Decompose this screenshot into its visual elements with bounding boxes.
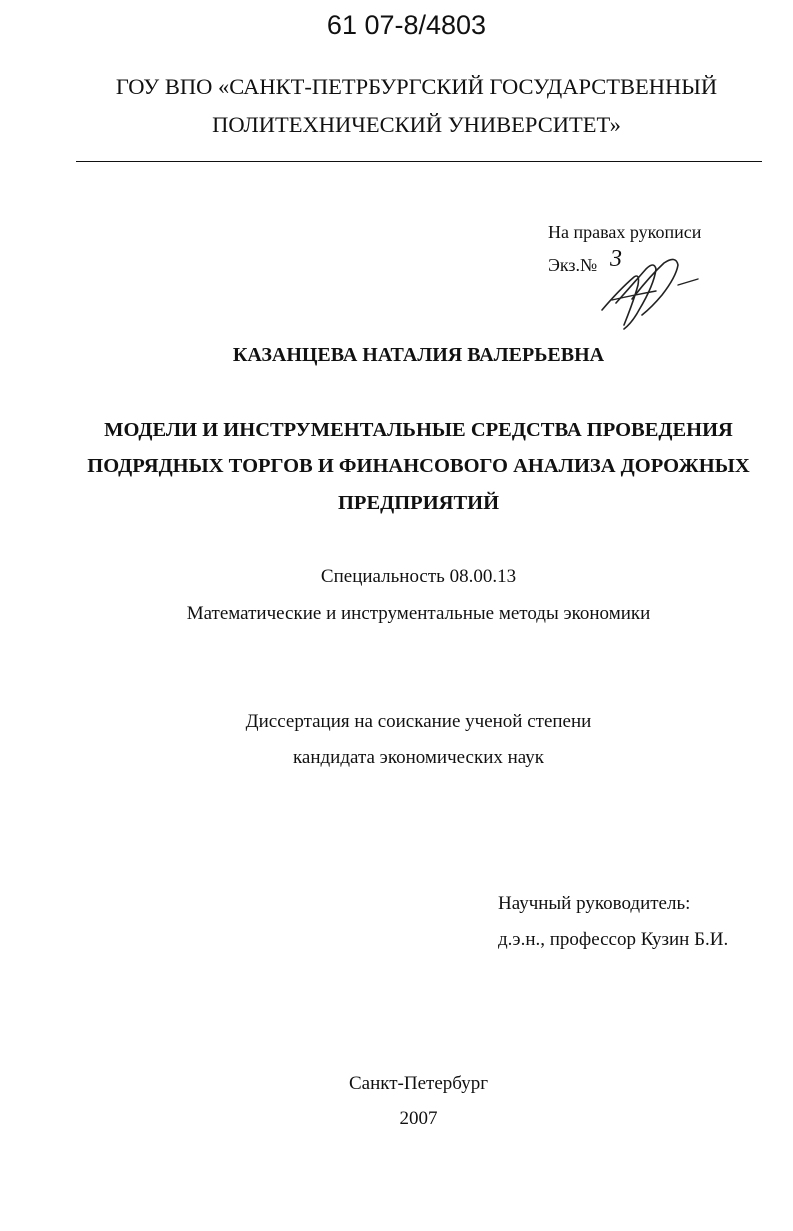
copy-label: Экз.№ — [548, 255, 598, 275]
specialty-code: Специальность 08.00.13 — [320, 566, 517, 587]
header-divider — [76, 161, 762, 162]
catalog-number: 61 07-8/4803 — [326, 10, 487, 40]
organization-line-2: ПОЛИТЕХНИЧЕСКИЙ УНИВЕРСИТЕТ» — [212, 112, 621, 137]
degree-line-1: Диссертация на соискание ученой степени — [245, 711, 592, 732]
supervisor-label: Научный руководитель: — [498, 893, 691, 914]
year: 2007 — [399, 1108, 438, 1129]
degree-line-2: кандидата экономических наук — [292, 747, 545, 768]
organization-line-1: ГОУ ВПО «САНКТ-ПЕТРБУРГСКИЙ ГОСУДАРСТВЕННЫЙ — [115, 74, 718, 99]
supervisor-name: д.э.н., профессор Кузин Б.И. — [498, 929, 729, 950]
title-line-1: МОДЕЛИ И ИНСТРУМЕНТАЛЬНЫЕ СРЕДСТВА ПРОВЕДЕНИЯ — [104, 419, 733, 441]
specialty-name: Математические и инструментальные методы экономики — [186, 603, 651, 624]
handwritten-signature — [594, 255, 704, 335]
title-line-2: ПОДРЯДНЫХ ТОРГОВ И ФИНАНСОВОГО АНАЛИЗА ДОРОЖНЫХ — [87, 455, 750, 477]
author-name: КАЗАНЦЕВА НАТАЛИЯ ВАЛЕРЬЕВНА — [232, 344, 605, 366]
title-line-3: ПРЕДПРИЯТИЙ — [337, 492, 500, 514]
city: Санкт-Петербург — [348, 1073, 488, 1094]
manuscript-rights: На правах рукописи — [548, 222, 702, 242]
copy-number-handwritten: 3 — [610, 246, 622, 272]
